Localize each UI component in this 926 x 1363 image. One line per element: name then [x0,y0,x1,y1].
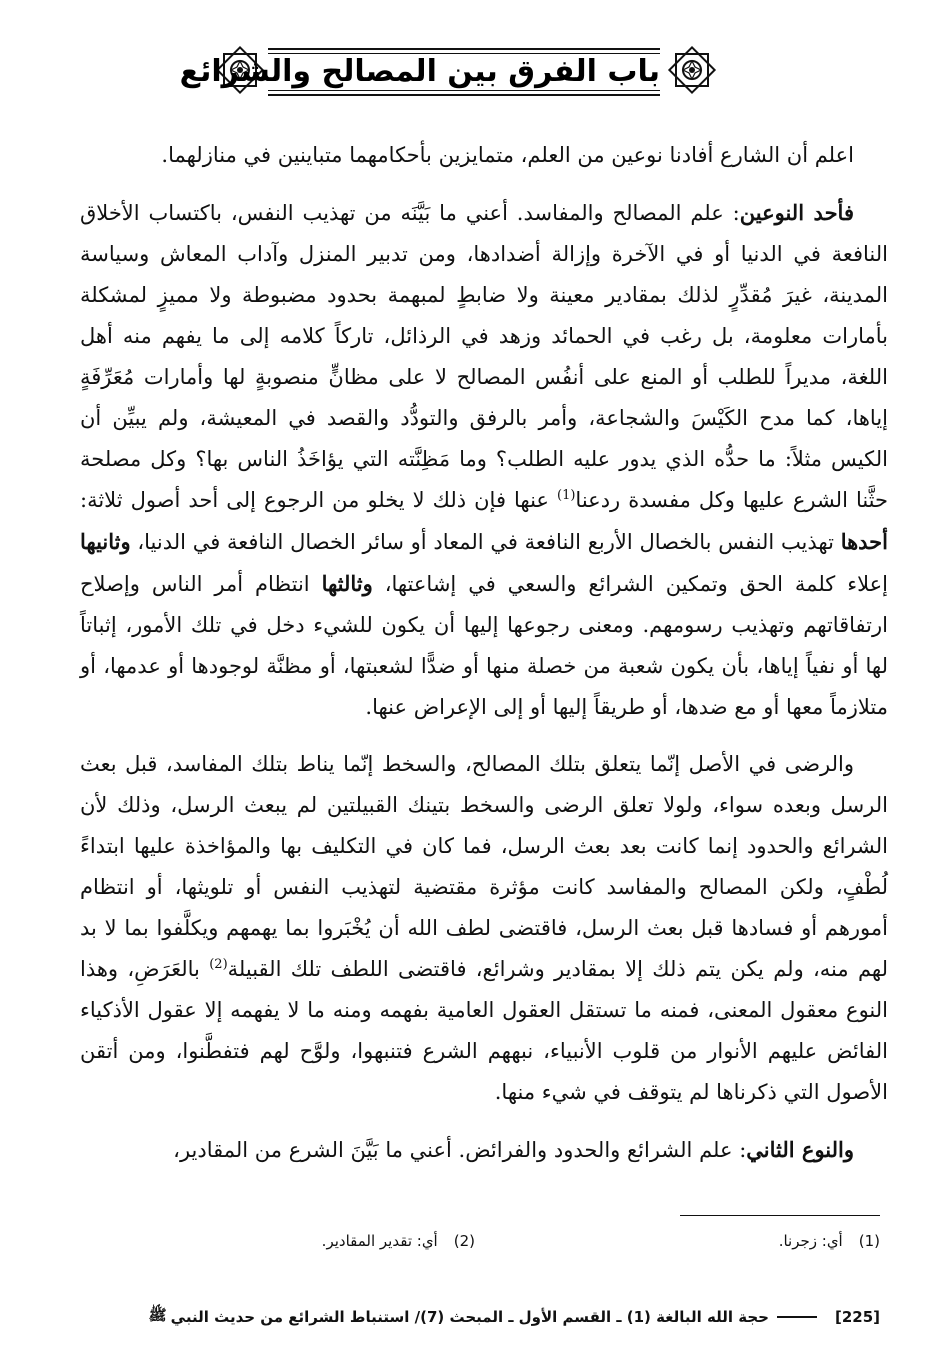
footnotes [140,1232,880,1262]
term-first: أحدها [840,529,888,554]
second-type-heading: والنوع الثاني [746,1137,854,1162]
footnote-ref-2[interactable]: (2) [209,957,228,972]
footer-dash [777,1316,817,1318]
paragraph-text: والرضى في الأصل إنّما يتعلق بتلك المصالح، والسخط إنّما يناط بتلك المفاسد، قبل بعث الرسل وبعده سواء، ولولا تعلق الرضى والسخط بتينك القبيلتين لم يبعث الرسل، وذلك لأن الشرائع والحدود إنما كانت بعد بعث الرسل، فما كان في التكليف بها والمؤاخذة عليها ابتداءً لُطْفٍ، ولكن المصالح والمفاسد كانت مؤثرة مقتضية لتهذيب النفس أو تلويثها، أو انتظام أمورهم أو فسادها قبل بعث الرسل، فاقتضى لطف الله أن يُخْبَروا بما يهمهم ويكلَّفوا بما لا بد لهم منه، ولم يكن يتم ذلك إلا بمقادير وشرائع، فاقتضى اللطف تلك القبيلة [80,752,888,981]
paragraph-intro: اعلم أن الشارع أفادنا نوعين من العلم، متمايزين بأحكامهما متباينين في منازلهما. [161,143,854,167]
paragraph-text: انتظام أمر الناس وإصلاح ارتفاقاتهم وتهذيب رسومهم. ومعنى رجوعها إليها أن يكون للشيء دخل في تلك الأمور، إثباتاً لها أو نفياً إياها، بأن يكون شعبة من خصلة منها أو ضدًّا لشعبتها، أو مظنَّة لوجودها أو عدمها، أو متلازماً معها أو مع ضدها، أو طريقاً إليها أو إلى الإعراض عنها. [80,572,888,719]
paragraph-text: عنها فإن ذلك لا يخلو من الرجوع إلى أحد أصول ثلاثة: [80,488,557,512]
paragraph-text: تهذيب النفس بالخصال الأربع النافعة في المعاد أو سائر الخصال النافعة في الدنيا، [130,530,841,554]
footnote-number: (1) [858,1232,880,1250]
footnote-2 [322,1232,475,1250]
chapter-title: باب الفرق بين المصالح والشرائع [179,54,660,89]
first-type-heading: فأحد النوعين [739,200,854,225]
paragraph-satisfaction [80,744,888,1113]
body-text [80,135,888,1171]
page-number: [225] [834,1308,880,1326]
footnote-number: (2) [453,1232,475,1250]
footnote-text: أي: زجرنا. [778,1232,843,1250]
paragraph-second-type [80,1129,888,1171]
paragraph-first-type [80,192,888,728]
salutation-seal-icon: ﷺ [148,1306,167,1324]
term-third: وثالثها [321,571,373,596]
footnote-1 [779,1232,880,1250]
paragraph-text: إعلاء كلمة الحق وتمكين الشرائع والسعي في إشاعتها، [372,572,888,596]
footnote-ref-1[interactable]: (1) [556,488,576,503]
running-footer [50,1303,880,1331]
paragraph-text: : علم المصالح والمفاسد. أعني ما بَيَّنَه من تهذيب النفس، باكتساب الأخلاق النافعة في الدنيا أو في الآخرة وإزالة أضدادها، ومن تدبير المنزل وآداب المعاش وسياسة المدينة، غيرَ مُقدِّرٍ لذلك بمقادير معينة ولا ضابطٍ لمبهمة بحدود مضبوطة ولا مميزٍ لمشكلة بأمارات معلومة، بل رغب في الحمائد وزهد في الرذائل، تاركاً كلامه إلى ما يفهم منه أهل اللغة، مديراً للطلب أو المنع على أنفُس المصالح لا على مظانٍّ منصوبةٍ لها وأمارات مُعَرِّفَةٍ إياها، كما مدح الكَيْسَ والشجاعة، وأمر بالرفق والتودُّد والقصد في المعيشة، ولم يبيِّن أن الكيس مثلاً: ما حدُّه الذي يدور عليه الطلب؟ وما مَظِنَّته التي يؤاخَذُ الناس بها؟ وكل مصلحة حثَّنا الشرع عليها وكل مفسدة ردعنا [80,201,888,512]
term-second: وثانيها [80,529,131,554]
running-title: حجة الله البالغة (1) ـ القسم الأول ـ المبحث (7)/ استنباط الشرائع من حديث النبي [170,1308,769,1326]
footnote-separator [680,1215,880,1216]
paragraph-text: بالعَرَضِ، وهذا النوع معقول المعنى، فمنه ما تستقل العقول العامية بفهمه ومنه ما لا يفهمه إلا عقول الأذكياء الفائض عليهم الأنوار من قلوب الأنبياء، نبههم الشرع فتنبهوا، ولوَّح لهم فتفطَّنوا، ومن أتقن الأصول التي ذكرناها لم يتوقف في شيء منها. [80,957,888,1104]
octagram-ornament-icon [664,42,720,98]
paragraph-text: : علم الشرائع والحدود والفرائض. أعني ما بَيَّنَ الشرع من المقادير، [173,1138,747,1162]
footnote-text: أي: تقدير المقادير. [321,1232,438,1250]
